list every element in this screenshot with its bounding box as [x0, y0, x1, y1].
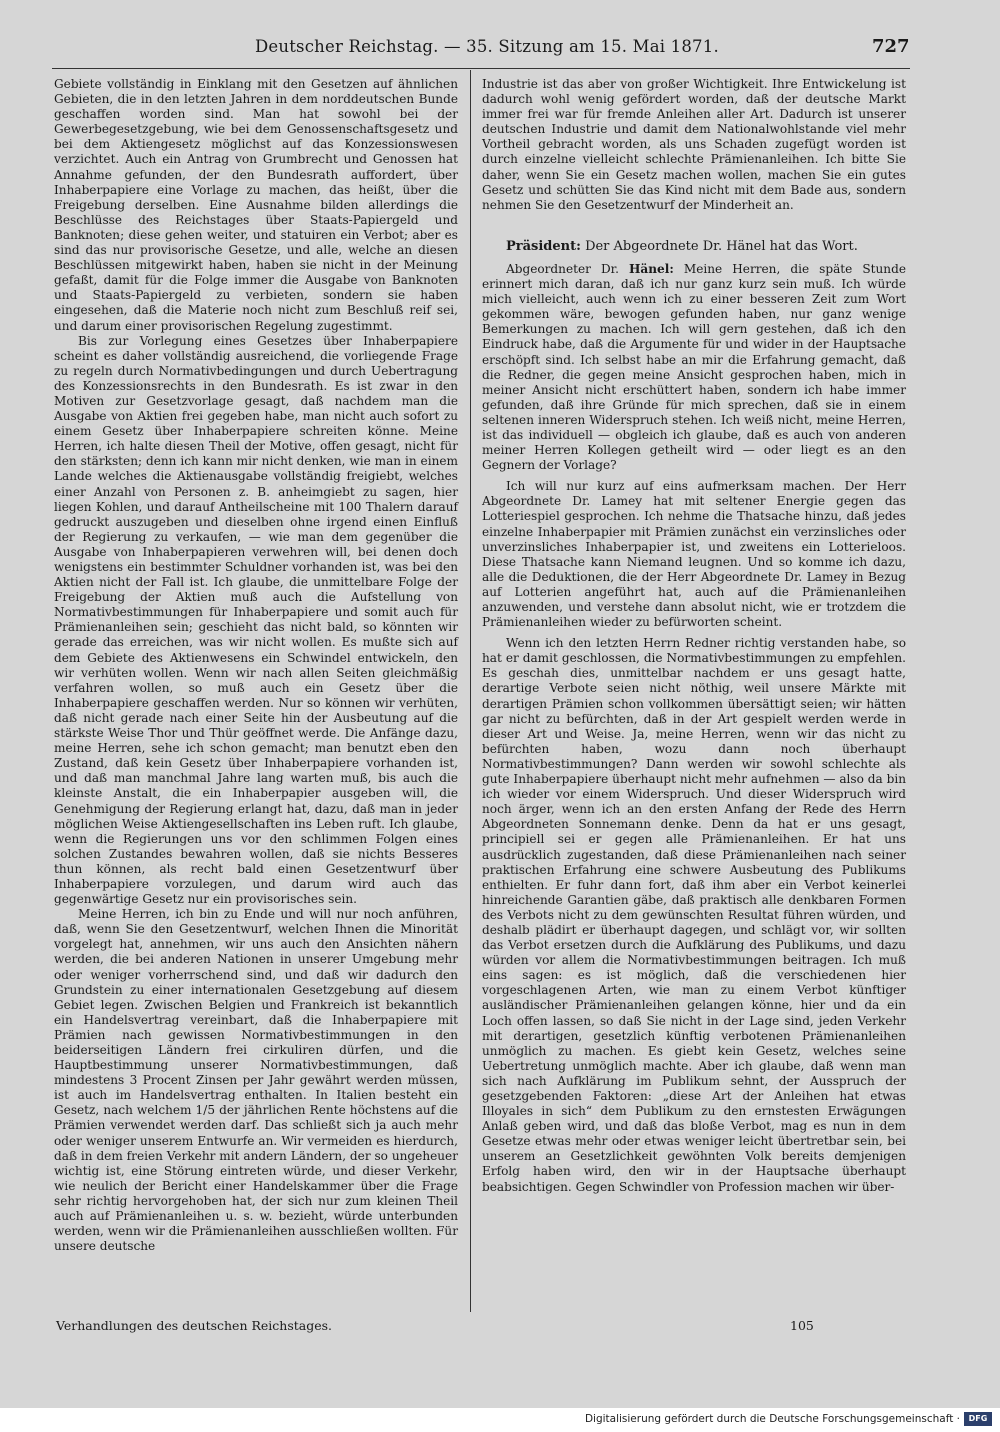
- running-title: Deutscher Reichstag. — 35. Sitzung am 15. Mai 1871.: [255, 37, 719, 56]
- president-speaker: Präsident:: [506, 238, 581, 254]
- page-number: 727: [872, 36, 910, 57]
- sheet-number: 105: [790, 1318, 814, 1333]
- digitization-note: Digitalisierung gefördert durch die Deutsche Forschungsgemeinschaft ·: [584, 1413, 960, 1425]
- column-divider: [470, 70, 471, 1312]
- president-text: Der Abgeordnete Dr. Hänel hat das Wort.: [585, 238, 858, 254]
- running-head: [0, 33, 1000, 63]
- right-column: [482, 77, 906, 1195]
- right-paragraph-top: Industrie ist das aber von großer Wichtigkeit. Ihre Entwickelung ist dadurch wohl wenig gefördert worden, daß der deutsche Markt immer frei war für fremde Anleihen aller Art. Dadurch ist unserer deutschen Industrie und damit dem Nationalwohlstande viel mehr Vortheil gebracht worden, als uns Schaden zugefügt worden ist durch einzelne vielleicht schlechte Prämienanleihen. Ich bitte Sie daher, wenn Sie ein Gesetz machen wollen, machen Sie ein gutes Gesetz und schütten Sie das Kind nicht mit dem Bade aus, sondern nehmen Sie den Gesetzentwurf der Minderheit an.: [482, 77, 906, 212]
- haenel-speaker-name: Hänel:: [629, 261, 674, 276]
- digitization-footer: [0, 1408, 1000, 1432]
- right-paragraph-3: Wenn ich den letzten Herrn Redner richtig verstanden habe, so hat er damit geschlossen, die Normativbestimmungen zu empfehlen. Es geschah dies, unmittelbar nachdem er uns gesagt hatte, derartige Verbote seien nicht nöthig, weil unsere Märkte mit derartigen Prämien schon vollkommen übersättigt seien; wir hätten gar nicht zu befürchten, daß in der Art gespielt werden werde in dieser Art und Weise. Ja, meine Herren, wenn wir das nicht zu befürchten haben, wozu dann noch überhaupt Normativbestimmungen? Dann werden wir sowohl schlechte als gute Inhaberpapiere überhaupt nicht mehr aufnehmen — also da bin ich wieder vor einem Widerspruch. Und dieser Widerspruch wird noch ärger, wenn ich an den ersten Anfang der Rede des Herrn Abgeordneten Sonnemann denke. Denn da hat er uns gesagt, principiell sei er gegen alle Prämienanleihen. Er hat uns ausdrücklich zugestanden, daß diese Prämienanleihen nach seiner praktischen Erfahrung eine schwere Ausbeutung des Publikums enthielten. Er fuhr dann fort, daß ihm aber ein Verbot keinerlei hinreichende Garantien gäbe, daß praktisch alle denkbaren Formen des Verbots nicht zu dem gewünschten Resultat führen würden, und deshalb plädirt er überhaupt dagegen, und schlägt vor, wir sollten das Verbot ersetzen durch die Aufklärung des Publikums, und dazu würden vor allem die Normativbestimmungen beitragen. Ich muß eins sagen: es ist möglich, daß die verschiedenen hier vorgeschlagenen Arten, wie man zu einem Verbot künftiger ausländischer Prämienanleihen gelangen könne, hier und da ein Loch offen lassen, so daß Sie nicht in der Lage sind, jeden Verkehr mit derartigen, gesetzlich künftig verbotenen Prämienanleihen unmöglich zu machen. Es giebt kein Gesetz, welches seine Uebertretung unmöglich machte. Aber ich glaube, daß wenn man sich nach Aufklärung im Publikum sehnt, der Ausspruch der gesetzgebenden Faktoren: „diese Art der Anleihen hat etwas Illoyales in sich“ dem Publikum zu den ernstesten Erwägungen Anlaß geben wird, und daß das bloße Verbot, mag es nun in dem Gesetze etwas mehr oder etwas weniger leicht übertretbar sein, bei unserem an Gesetzlichkeit gewöhnten Volk bereits demjenigen Erfolg haben wird, den wir in der Hauptsache überhaupt beabsichtigen. Gegen Schwindler von Profession machen wir über-: [482, 636, 906, 1194]
- dfg-logo-icon: DFG: [964, 1412, 992, 1426]
- left-paragraph-3: Meine Herren, ich bin zu Ende und will nur noch anführen, daß, wenn Sie den Gesetzentwurf, welchen Ihnen die Minorität vorgelegt hat, annehmen, wir uns auch den Ansichten nähern werden, die bei anderen Nationen in unserer Umgebung mehr oder weniger vorherrschend sind, und daß wir dadurch den Grundstein zu einer internationalen Gesetzgebung auf diesem Gebiet legen. Zwischen Belgien und Frankreich ist bekanntlich ein Handelsvertrag vereinbart, daß die Inhaberpapiere mit Prämien nach gewissen Normativbestimmungen in den beiderseitigen Ländern frei cirkuliren dürfen, und die Hauptbestimmung unserer Normativbestimmungen, daß mindestens 3 Procent Zinsen per Jahr gewährt werden müssen, ist auch im Handelsvertrag enthalten. In Italien besteht ein Gesetz, nach welchem 1/5 der jährlichen Rente höchstens auf die Prämien verwendet werden darf. Das schließt sich ja auch mehr oder weniger unserem Entwurfe an. Wir vermeiden es hierdurch, daß in dem freien Verkehr mit andern Ländern, der so ungeheuer wichtig ist, eine Störung eintreten würde, und dieser Verkehr, wie neulich der Bericht einer Handelskammer über die Frage sehr richtig hervorgehoben hat, der sich nur zum kleinen Theil auch auf Prämienanleihen u. s. w. bezieht, würde unterbunden werden, wenn wir die Prämienanleihen ausschließen wollten. Für unsere deutsche: [54, 907, 458, 1254]
- header-rule: [52, 68, 910, 69]
- president-line: [482, 239, 906, 254]
- left-column: [54, 77, 458, 1254]
- left-paragraph-1: Gebiete vollständig in Einklang mit den Gesetzen auf ähnlichen Gebieten, die in den letzten Jahren in dem norddeutschen Bunde geschaffen worden sind. Man hat sowohl bei der Gewerbegesetzgebung, wie bei dem Genossenschaftsgesetz und bei dem Aktiengesetz möglichst auf das Konzessionswesen verzichtet. Auch ein Antrag von Grumbrecht und Genossen hat Annahme gefunden, der den Bundesrath auffordert, über Inhaberpapiere eine Vorlage zu machen, das heißt, über die Freigebung derselben. Eine Ausnahme bilden allerdings die Beschlüsse des Reichstages über Staats-Papiergeld und Banknoten; diese gehen weiter, und statuiren ein Verbot; aber es sind das nur provisorische Gesetze, und alle, welche an diesen Beschlüssen mitgewirkt haben, haben sie nicht in der Meinung gefaßt, damit für die Folge immer die Ausgabe von Banknoten und Staats-Papiergeld zu verbieten, sondern sie haben eingesehen, daß die Materie noch nicht zum Beschluß reif sei, und darum einer provisorischen Regelung zugestimmt.: [54, 77, 458, 333]
- right-paragraph-2: Ich will nur kurz auf eins aufmerksam machen. Der Herr Abgeordnete Dr. Lamey hat mit seltener Energie gegen das Lotteriespiel gesprochen. Ich nehme die Thatsache hinzu, daß jedes einzelne Inhaberpapier mit Prämien zunächst ein verzinsliches oder unverzinsliches Inhaberpapier ist, und zweitens ein Lotterieloos. Diese Thatsache kann Niemand leugnen. Und so komme ich dazu, alle die Deduktionen, die der Herr Abgeordnete Dr. Lamey in Bezug auf Lotterien angeführt hat, auch auf die Prämienanleihen anzuwenden, und verstehe dann absolut nicht, wie er trotzdem die Prämienanleihen wieder zu befürworten scheint.: [482, 479, 906, 630]
- haenel-first-paragraph: [482, 262, 906, 473]
- left-footer-caption: Verhandlungen des deutschen Reichstages.: [56, 1318, 333, 1333]
- haenel-speaker-prefix: Abgeordneter Dr.: [506, 261, 619, 276]
- left-paragraph-2: Bis zur Vorlegung eines Gesetzes über Inhaberpapiere scheint es daher vollständig ausreichend, die vorliegende Frage zu regeln durch Normativbedingungen und durch Uebertragung des Konzessionsrechts in den Bundesrath. Es ist zwar in den Motiven zur Gesetzvorlage gesagt, daß nachdem man die Ausgabe von Aktien frei gegeben habe, man nicht auch sofort zu einem Gesetz über Inhaberpapiere schreiten könne. Meine Herren, ich halte diesen Theil der Motive, offen gesagt, nicht für den stärksten; denn ich kann mir nicht denken, wie man in einem Lande welches die Aktienausgabe vollständig freigiebt, welches einer Anzahl von Personen z. B. anheimgiebt zu sagen, hier liegen Kohlen, und darauf Antheilscheine mit 100 Thalern darauf gedruckt auszugeben und dieselben ohne irgend einen Einfluß der Regierung zu verkaufen, — wie man dem gegenüber die Ausgabe von Inhaberpapieren verwehren will, bei denen doch wenigstens ein bestimmter Schuldner vorhanden ist, was bei den Aktien nicht der Fall ist. Ich glaube, die unmittelbare Folge der Freigebung der Aktien muß auch die Aufstellung von Normativbestimmungen für Inhaberpapiere und somit auch für Prämienanleihen sein; geschieht das nicht bald, so könnten wir gerade das erreichen, was wir nicht wollen. Es mußte sich auf dem Gebiete des Aktienwesens ein Schwindel entwickeln, den wir verhüten wollen. Wenn wir nach allen Seiten gleichmäßig verfahren wollen, so muß auch ein Gesetz über die Inhaberpapiere geschaffen werden. Nur so können wir verhüten, daß nicht gerade nach einer Seite hin der Ausbeutung auf die stärkste Weise Thor und Thür geöffnet werde. Die Anfänge dazu, meine Herren, sehe ich schon gemacht; man benutzt eben den Zustand, daß kein Gesetz über Inhaberpapiere vorhanden ist, und daß man manchmal Jahre lang warten muß, bis auch die kleinste Anstalt, die ein Inhaberpapier ausgeben will, die Genehmigung der Regierung erlangt hat, dazu, daß man in jeder möglichen Weise Aktiengesellschaften ins Leben ruft. Ich glaube, wenn die Regierungen uns vor den schlimmen Folgen eines solchen Zustandes bewahren wollen, daß sie nichts Besseres thun können, als recht bald einen Gesetzentwurf über Inhaberpapiere vorzulegen, und darum wird auch das gegenwärtige Gesetz nur ein provisorisches sein.: [54, 333, 458, 907]
- haenel-first-text: Meine Herren, die späte Stunde erinnert mich daran, daß ich nur ganz kurz sein muß. Ich würde mich vielleicht, auch wenn ich zu einer besseren Zeit zum Wort gekommen wäre, bewogen gefunden haben, nur ganz wenige Bemerkungen zu machen. Ich will gern gestehen, daß ich den Eindruck habe, daß die Argumente für und wider in der Hauptsache erschöpft sind. Ich selbst habe an mir die Erfahrung gemacht, daß die Redner, die gegen meine Ansicht gesprochen haben, mich in meiner Ansicht nicht erschüttert haben, sondern ich habe immer gefunden, daß ihre Gründe für mich sprechen, daß sie in einem seltenen inneren Widerspruch stehen. Ich weiß nicht, meine Herren, ist das individuell — obgleich ich glaube, daß es auch von anderen meiner Herren Kollegen getheilt wird — oder liegt es an den Gegnern der Vorlage?: [482, 261, 906, 473]
